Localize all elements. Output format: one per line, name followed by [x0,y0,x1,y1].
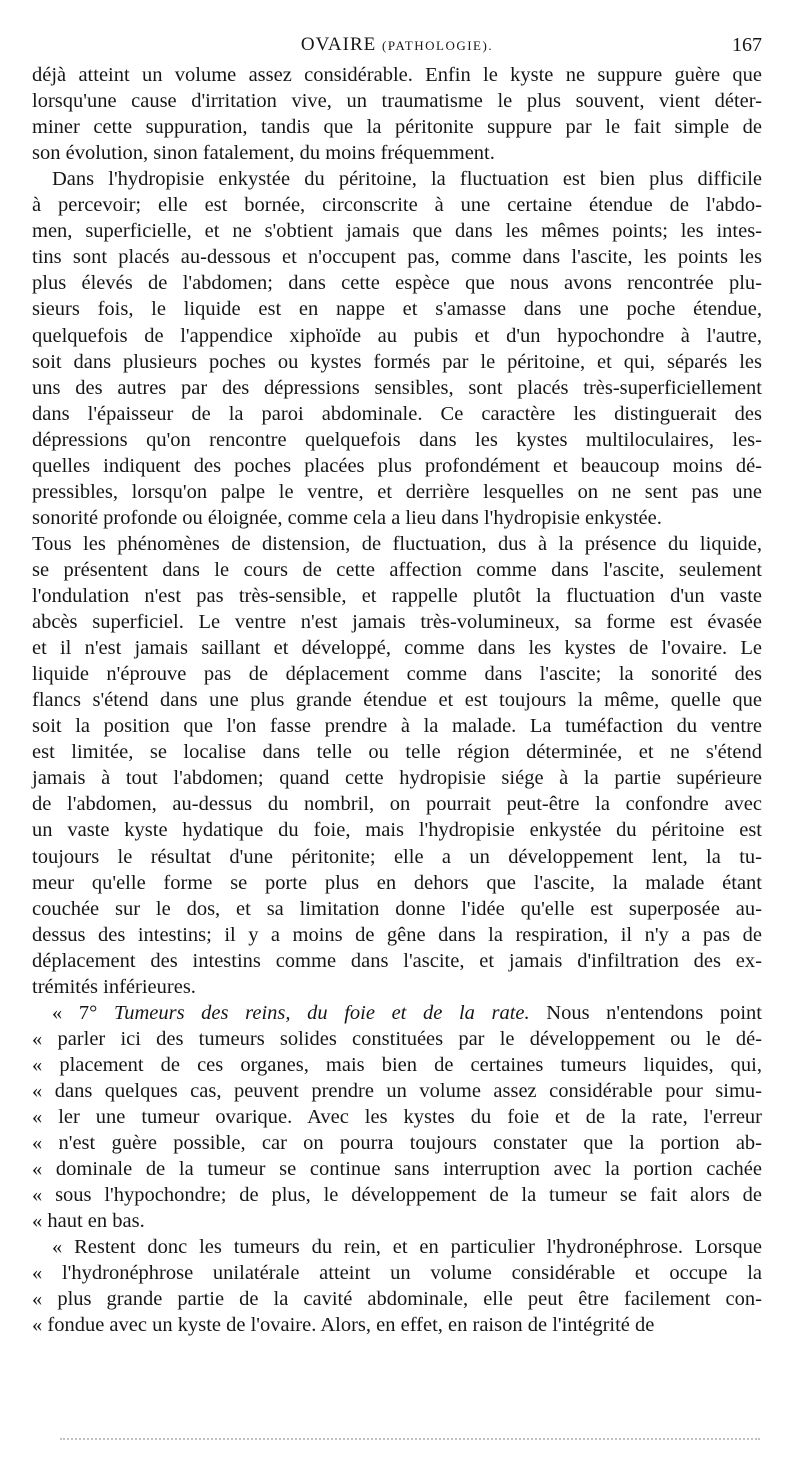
text-line: soit dans plusieurs poches ou kystes formés par le péritoine, et qui, séparés les [32,350,762,373]
text-line: quelles indiquent des poches placées plus profondément et beaucoup moins dé- [32,454,762,477]
text-line: « dominale de la tumeur se continue sans interruption avec la portion cachée [32,1158,762,1181]
text-line: « sous l'hypochondre; de plus, le développement de la tumeur se fait alors de [32,1184,762,1207]
text-line: un vaste kyste hydatique du foie, mais l'hydropisie enkystée du péritoine est [32,819,762,842]
text-line: dans l'épaisseur de la paroi abdominale. Ce caractère les distinguerait des [32,402,762,425]
text-line: sieurs fois, le liquide est en nappe et s'amasse dans une poche étendue, [32,298,762,321]
text-line: meur qu'elle forme se porte plus en dehors que l'ascite, la malade étant [32,871,762,894]
running-head-subtitle: (PATHOLOGIE). [381,38,494,53]
text-line: quelquefois de l'appendice xiphoïde au pubis et d'un hypochondre à l'autre, [32,324,762,347]
text-line: « n'est guère possible, car on pourra toujours constater que la portion ab- [32,1132,762,1155]
text-line: lorsqu'une cause d'irritation vive, un traumatisme le plus souvent, vient déter- [32,90,762,113]
text-line: plus élevés de l'abdomen; dans cette espèce que nous avons rencontrée plu- [32,272,762,295]
text-line: couchée sur le dos, et sa limitation donne l'idée qu'elle est superposée au- [32,897,762,920]
text-line: dessus des intestins; il y a moins de gêne dans la respiration, il n'y a pas de [32,923,762,946]
text-line: abcès superficiel. Le ventre n'est jamais très-volumineux, sa forme est évasée [32,611,762,634]
text-line: « l'hydronéphrose unilatérale atteint un volume considérable et occupe la [32,1262,762,1285]
section-title: Tumeurs des reins, du foie et de la rate. [113,1001,530,1024]
text-line: l'ondulation n'est pas très-sensible, et rappelle plutôt la fluctuation d'un vaste [32,585,762,607]
section-number: « 7° [52,1001,114,1024]
text-line: de l'abdomen, au-dessus du nombril, on pourrait peut-être la confondre avec [32,793,762,816]
running-head-title: OVAIRE [300,34,377,55]
text-line: uns des autres par des dépressions sensibles, sont placés très-superficiellement [32,376,762,399]
text-line: déjà atteint un volume assez considérable. Enfin le kyste ne suppure guère que [32,64,762,86]
text-line: « dans quelques cas, peuvent prendre un volume assez considérable pour simu- [32,1079,762,1102]
text-line: se présentent dans le cours de cette affection comme dans l'ascite, seulement [32,558,762,581]
text-line: déplacement des intestins comme dans l'ascite, et jamais d'infiltration des ex- [32,949,762,972]
text-line: à percevoir; elle est bornée, circonscrite à une certaine étendue de l'abdo- [32,194,762,217]
text-line: et il n'est jamais saillant et développé, comme dans les kystes de l'ovaire. Le [32,637,762,660]
text-line: dépressions qu'on rencontre quelquefois dans les kystes multiloculaires, les- [32,428,762,451]
text-line: men, superficielle, et ne s'obtient jamais que dans les mêmes points; les intes- [32,220,762,243]
text-line: « Restent donc les tumeurs du rein, et en particulier l'hydronéphrose. Lorsque [52,1236,762,1259]
text-line: tins sont placés au-dessous et n'occupent pas, comme dans l'ascite, les points les [32,246,762,269]
page-number: 167 [732,34,762,56]
text-line: flancs s'étend dans une plus grande étendue et est toujours la même, quelle que [32,689,762,712]
text-line: son évolution, sinon fatalement, du moins fréquemment. [32,142,495,165]
section-title-continuation: Nous n'entendons point [529,1001,763,1024]
text-line: soit la position que l'on fasse prendre à la malade. La tuméfaction du ventre [32,715,762,738]
text-line: toujours le résultat d'une péritonite; elle a un développement lent, la tu- [32,845,762,868]
text-line: « haut en bas. [32,1210,145,1233]
text-line: « plus grande partie de la cavité abdominale, elle peut être facilement con- [32,1288,762,1311]
running-head [32,34,762,56]
text-line: « ler une tumeur ovarique. Avec les kystes du foie et de la rate, l'erreur [32,1106,762,1128]
running-header [32,34,762,62]
text-line: « fondue avec un kyste de l'ovaire. Alors, en effet, en raison de l'intégrité de [32,1314,655,1337]
text-line: jamais à tout l'abdomen; quand cette hydropisie siége à la partie supérieure [32,767,762,790]
text-line: « placement de ces organes, mais bien de certaines tumeurs liquides, qui, [32,1053,762,1076]
text-line: est limitée, se localise dans telle ou telle région déterminée, et ne s'étend [32,741,762,764]
text-line: « parler ici des tumeurs solides constituées par le développement ou le dé- [32,1027,762,1050]
text-line [32,1000,762,1026]
text-line: Tous les phénomènes de distension, de fluctuation, dus à la présence du liquide, [32,532,762,555]
text-line: liquide n'éprouve pas de déplacement comme dans l'ascite; la sonorité des [32,663,762,686]
text-line: trémités inférieures. [32,975,196,998]
text-line: sonorité profonde ou éloignée, comme cela a lieu dans l'hydropisie enkystée. [32,506,662,529]
text-line: miner cette suppuration, tandis que la péritonite suppure par le fait simple de [32,116,762,139]
text-line: pressibles, lorsqu'on palpe le ventre, et derrière lesquelles on ne sent pas une [32,480,762,503]
footer-print-marks [60,1438,760,1444]
text-line: Dans l'hydropisie enkystée du péritoine, la fluctuation est bien plus difficile [52,168,762,191]
